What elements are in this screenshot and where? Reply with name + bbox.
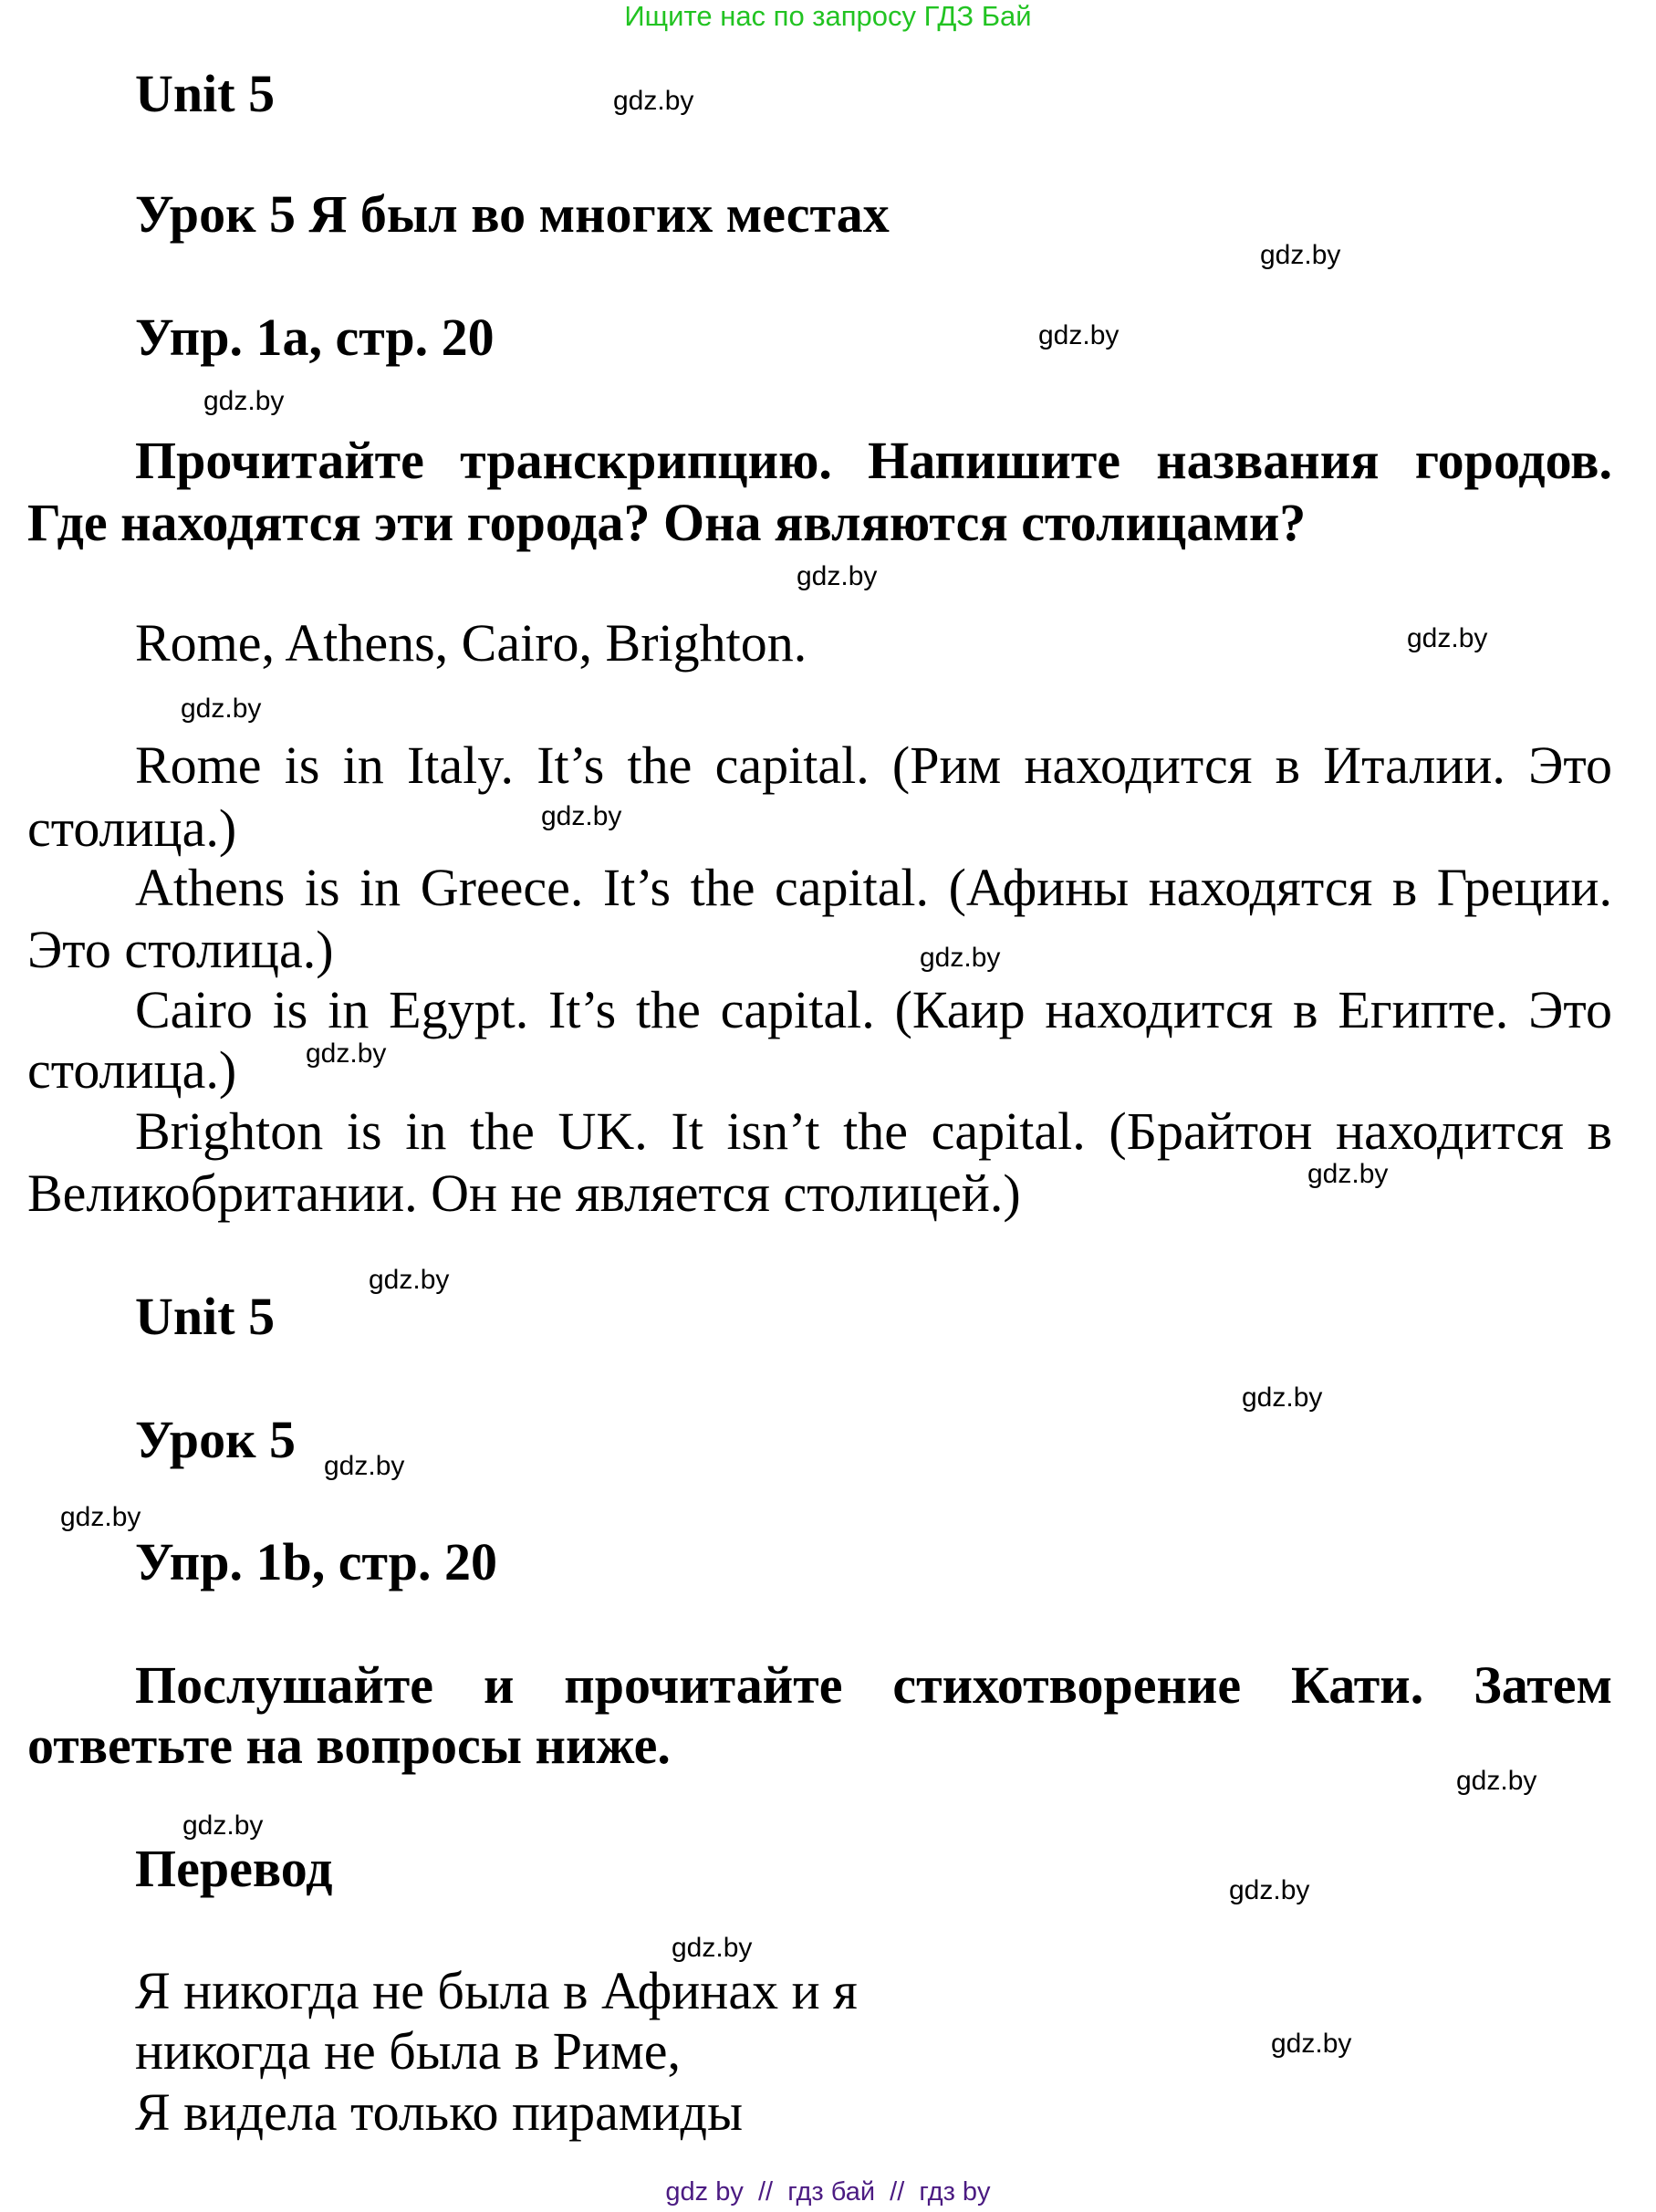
answer-line: Это столица.) — [27, 920, 334, 979]
task-instruction-line: Прочитайте транскрипцию. Напишите названия городов. — [135, 431, 1612, 490]
answer-line: Brighton is in the UK. It isn’t the capital. (Брайтон находится в — [135, 1101, 1612, 1161]
task-instruction-line: Где находятся эти города? Она являются столицами? — [27, 493, 1307, 552]
unit-title: Unit 5 — [135, 1287, 276, 1346]
answer-line: Rome is in Italy. It’s the capital. (Рим находится в Италии. Это — [135, 736, 1612, 795]
site-footer: gdz by // гдз бай // гдз by — [665, 2177, 991, 2207]
watermark: gdz.by — [203, 386, 285, 416]
watermark: gdz.by — [672, 1933, 753, 1963]
answer-line: Athens is in Greece. It’s the capital. (Афины находятся в Греции. — [135, 858, 1612, 917]
watermark: gdz.by — [369, 1265, 450, 1295]
answer-line: столица.) — [27, 1040, 237, 1100]
answer-line: Cairo is in Egypt. It’s the capital. (Каир находится в Египте. Это — [135, 980, 1612, 1039]
watermark: gdz.by — [1307, 1159, 1389, 1189]
translation-heading: Перевод — [135, 1839, 333, 1898]
unit-title: Unit 5 — [135, 64, 276, 123]
exercise-title: Упр. 1b, стр. 20 — [135, 1532, 497, 1591]
task-instruction-line: ответьте на вопросы ниже. — [27, 1716, 671, 1775]
watermark: gdz.by — [797, 561, 878, 591]
watermark: gdz.by — [1229, 1875, 1310, 1905]
poem-line: Я никогда не была в Афинах и я — [135, 1961, 858, 2020]
poem-line: никогда не была в Риме, — [135, 2021, 682, 2081]
watermark: gdz.by — [1456, 1766, 1537, 1796]
task-instruction-line: Послушайте и прочитайте стихотворение Кати. Затем — [135, 1655, 1612, 1715]
watermark: gdz.by — [1407, 623, 1488, 653]
poem-line: Я видела только пирамиды — [135, 2082, 744, 2142]
watermark: gdz.by — [324, 1451, 405, 1481]
watermark: gdz.by — [541, 801, 622, 831]
search-hint-banner: Ищите нас по запросу ГДЗ Бай — [624, 0, 1032, 32]
answer-line: Великобритании. Он не является столицей.) — [27, 1163, 1021, 1223]
watermark: gdz.by — [1038, 320, 1120, 350]
watermark: gdz.by — [181, 694, 262, 724]
watermark: gdz.by — [1260, 240, 1341, 270]
watermark: gdz.by — [613, 86, 694, 116]
exercise-title: Упр. 1а, стр. 20 — [135, 308, 495, 367]
lesson-title: Урок 5 — [135, 1410, 296, 1469]
lesson-title: Урок 5 Я был во многих местах — [135, 184, 890, 244]
watermark: gdz.by — [920, 943, 1001, 973]
answer-cities: Rome, Athens, Cairo, Brighton. — [135, 613, 807, 673]
watermark: gdz.by — [1271, 2029, 1352, 2059]
watermark: gdz.by — [1242, 1382, 1323, 1413]
watermark: gdz.by — [182, 1810, 264, 1841]
answer-line: столица.) — [27, 798, 237, 858]
watermark: gdz.by — [60, 1502, 141, 1532]
watermark: gdz.by — [306, 1038, 387, 1069]
